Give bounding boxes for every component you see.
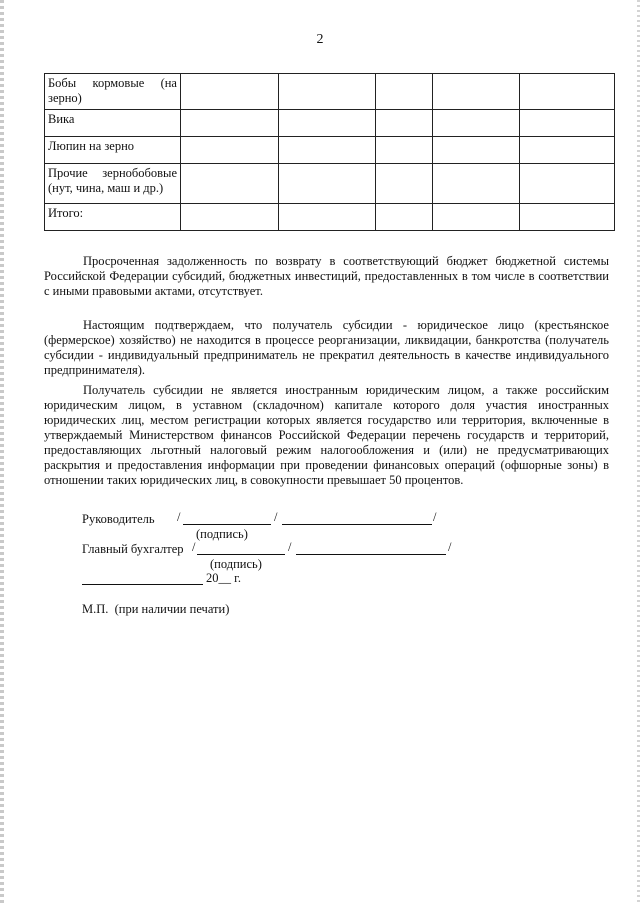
crop-table — [44, 73, 615, 231]
table-cell — [520, 204, 615, 231]
page-number: 2 — [316, 32, 324, 47]
accountant-label: Главный бухгалтер — [82, 542, 184, 556]
table-cell — [433, 204, 520, 231]
table-cell — [520, 164, 615, 204]
table-cell — [376, 74, 433, 110]
table-cell — [376, 164, 433, 204]
table-cell — [181, 137, 279, 164]
row-label: Люпин на зерно — [45, 137, 181, 164]
table-row — [45, 137, 615, 164]
scan-edge-left — [0, 0, 4, 905]
paragraph-reorganization: Настоящим подтверждаем, что получатель субсидии - юридическое лицо (крестьянское (фермерское) хозяйство) не находится в процессе реорганизации, ликвидации, банкротства (получатель субсидии - индивидуальный предприниматель не прекратил деятельность в качестве индивидуального предпринимателя). — [44, 318, 609, 377]
table-row — [45, 74, 615, 110]
table-row — [45, 110, 615, 137]
date-text: 20__ г. — [206, 571, 241, 585]
paragraph-foreign-entity: Получатель субсидии не является иностранным юридическим лицом, а также российским юридическим лицом, в уставном (складочном) капитале которого доля участия иностранных юридических лиц, местом регистрации которых является государство или территория, включенные в утверждаемый Министерством финансов Российской Федерации перечень государств и территорий, предоставляющих льготный налоговый режим налогообложения и (или) не предусматривающих раскрытия и предоставления информации при проведении финансовых операций (офшорные зоны) в отношении таких юридических лиц, в совокупности превышает 50 процентов. — [44, 383, 609, 487]
signature-caption: (подпись) — [210, 557, 262, 571]
table-cell — [433, 164, 520, 204]
head-name-line — [282, 524, 432, 525]
row-label: Вика — [45, 110, 181, 137]
table-cell — [520, 74, 615, 110]
table-cell — [181, 164, 279, 204]
accountant-name-line — [296, 554, 446, 555]
head-label: Руководитель — [82, 512, 155, 526]
table-cell — [376, 137, 433, 164]
table-cell — [181, 110, 279, 137]
seal-note: М.П. (при наличии печати) — [82, 602, 230, 616]
head-signature-line — [183, 524, 271, 525]
table-row — [45, 164, 615, 204]
table-cell — [181, 74, 279, 110]
date-line — [82, 584, 203, 585]
table-cell — [520, 110, 615, 137]
table-row — [45, 204, 615, 231]
table-cell — [279, 74, 376, 110]
slash: / — [288, 540, 292, 554]
slash: / — [433, 510, 437, 524]
paragraph-debt: Просроченная задолженность по возврату в соответствующий бюджет бюджетной системы Российской Федерации субсидий, бюджетных инвестиций, предоставленных в том числе в соответствии с иными правовыми актами, отсутствует. — [44, 254, 609, 298]
row-label: Прочие зернобобовые (нут, чина, маш и др.) — [45, 164, 181, 204]
table-cell — [433, 137, 520, 164]
table-cell — [520, 137, 615, 164]
accountant-signature-line — [197, 554, 285, 555]
table-cell — [376, 204, 433, 231]
table-cell — [279, 110, 376, 137]
slash: / — [448, 540, 452, 554]
table-cell — [433, 110, 520, 137]
row-label: Бобы кормовые (на зерно) — [45, 74, 181, 110]
table-cell — [376, 110, 433, 137]
row-label: Итого: — [45, 204, 181, 231]
slash: / — [177, 510, 181, 524]
table-cell — [279, 164, 376, 204]
slash: / — [192, 540, 196, 554]
table-cell — [279, 137, 376, 164]
table-cell — [279, 204, 376, 231]
table-cell — [181, 204, 279, 231]
slash: / — [274, 510, 278, 524]
table-cell — [433, 74, 520, 110]
signature-caption: (подпись) — [196, 527, 248, 541]
